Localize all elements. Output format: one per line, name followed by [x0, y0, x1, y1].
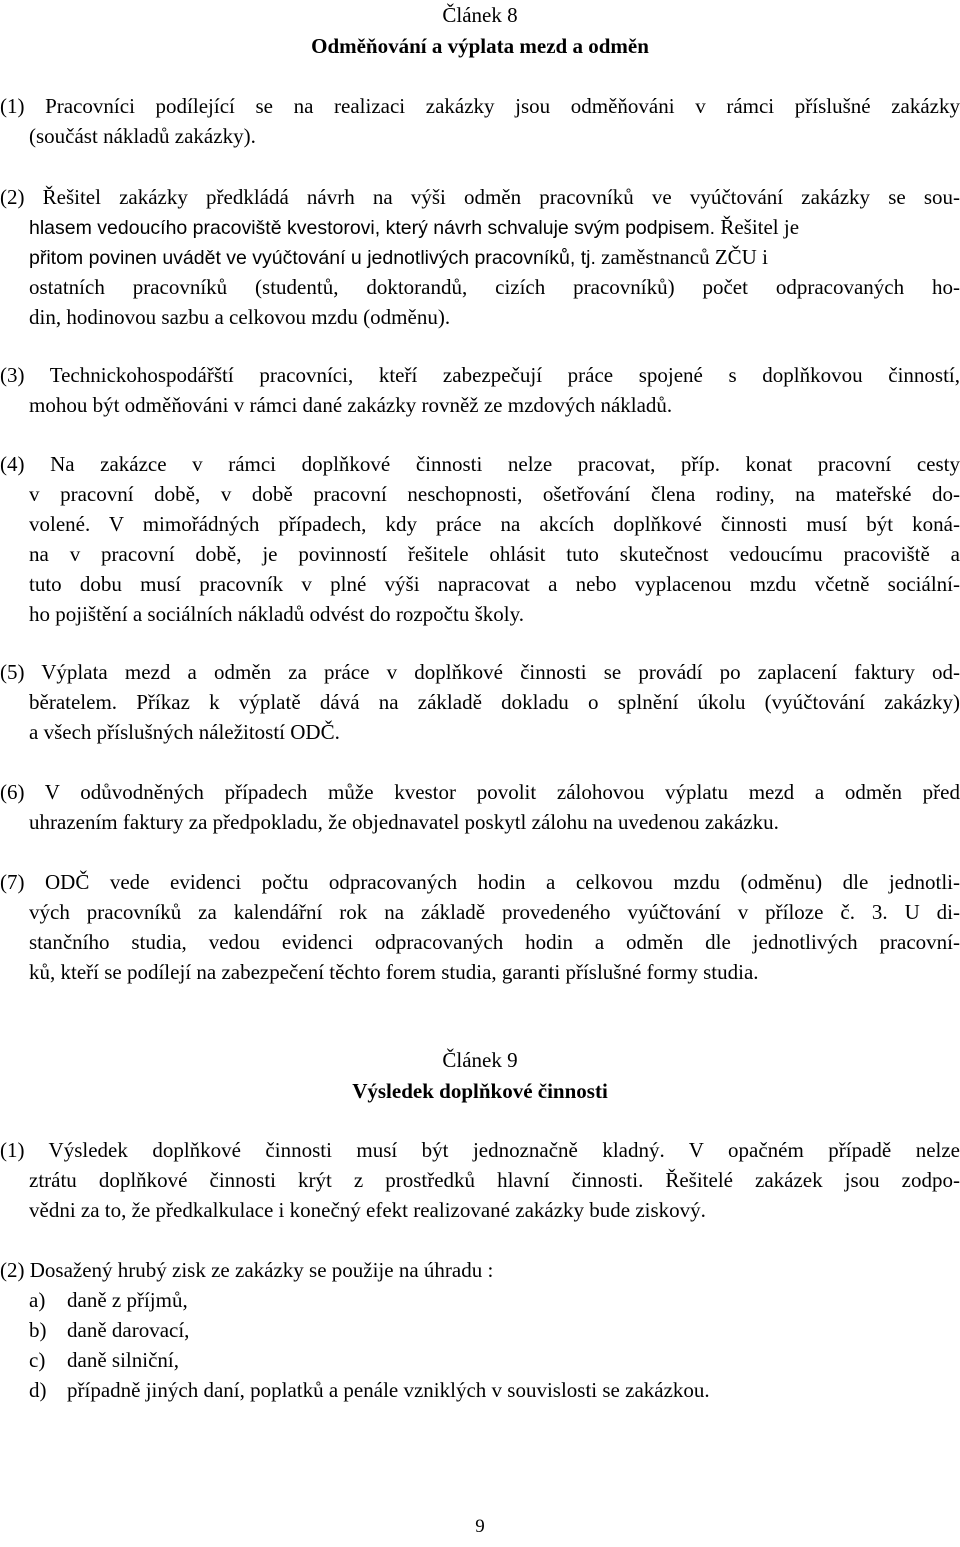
text-line: (2) Řešitel zakázky předkládá návrh na výši odměn pracovníků ve vyúčtování zakázky se sou- — [0, 185, 960, 209]
text-line: v pracovní době, v době pracovní neschopnosti, ošetřování člena rodiny, na mateřské do- — [29, 482, 960, 507]
text-line: (3) Technickohospodářští pracovníci, kteří zabezpečují práce spojené s doplňkovou činností, — [0, 363, 960, 387]
text-line: (6) V odůvodněných případech může kvestor povolit zálohovou výplatu mezd a odměn před — [0, 780, 960, 804]
text-line: (1) Pracovníci podílející se na realizaci zakázky jsou odměňováni v rámci příslušné zakázky — [0, 94, 960, 118]
text-line: (5) Výplata mezd a odměn za práce v doplňkové činnosti se provádí po zaplacení faktury od- — [0, 660, 960, 684]
article-8-paragraph-1 — [0, 91, 960, 151]
article-8-paragraph-3 — [0, 360, 960, 420]
text-line: (2) Dosažený hrubý zisk ze zakázky se použije na úhradu : — [0, 1258, 494, 1282]
text-segment: hlasem vedoucího pracoviště kvestorovi, který návrh schvaluje svým podpisem. — [29, 217, 716, 240]
text-line: (4) Na zakázce v rámci doplňkové činnosti nelze pracovat, příp. konat pracovní cesty — [0, 452, 960, 476]
text-line: stančního studia, vedou evidenci odpracovaných hodin a odměn dle jednotlivých pracovní- — [29, 930, 960, 955]
list-marker: c) — [29, 1348, 46, 1372]
text-line: mohou být odměňováni v rámci dané zakázky rovněž ze mzdových nákladů. — [29, 393, 673, 418]
text-line: volené. V mimořádných případech, kdy práce na akcích doplňkové činnosti musí být koná- — [29, 512, 960, 537]
article-9-paragraph-2-intro — [0, 1255, 960, 1285]
text-line: din, hodinovou sazbu a celkovou mzdu (odměnu). — [29, 305, 451, 330]
text-segment: přitom povinen uvádět ve vyúčtování u jednotlivých pracovníků, tj. — [29, 247, 596, 270]
text-line: na v pracovní době, je povinností řešitele ohlásit tuto skutečnost vedoucímu pracoviště a — [29, 542, 960, 567]
text-segment: Řešitel je — [715, 215, 800, 240]
page-number: 9 — [475, 1516, 485, 1537]
text-line: ostatních pracovníků (studentů, doktorandů, cizích pracovníků) počet odpracovaných ho- — [29, 275, 960, 300]
text-line: ztrátu doplňkové činnosti krýt z prostředků hlavní činnosti. Řešitelé zakázek jsou zodpo- — [29, 1168, 960, 1193]
list-item-text: daně darovací, — [67, 1318, 190, 1342]
article-8-number: Článek 8 — [442, 3, 518, 27]
text-segment: zaměstnanců ZČU i — [595, 245, 768, 270]
list-item — [0, 1285, 188, 1315]
list-item-text: daně silniční, — [67, 1348, 179, 1372]
text-line: (1) Výsledek doplňkové činnosti musí být jednoznačně kladný. V opačném případě nelze — [0, 1138, 960, 1162]
text-line — [0, 212, 960, 242]
list-item-text: případně jiných daní, poplatků a penále vzniklých v souvislosti se zakázkou. — [67, 1378, 710, 1402]
text-line: (součást nákladů zakázky). — [29, 124, 256, 149]
list-item — [0, 1345, 179, 1375]
text-line: vědni za to, že předkalkulace i konečný efekt realizované zakázky bude ziskový. — [29, 1198, 706, 1223]
article-8-paragraph-6 — [0, 777, 960, 837]
list-marker: a) — [29, 1288, 46, 1312]
text-line: běratelem. Příkaz k výplatě dává na základě dokladu o splnění úkolu (vyúčtování zakázky) — [29, 690, 960, 715]
text-line: uhrazením faktury za předpokladu, že objednavatel poskytl zálohu na uvedenou zakázku. — [29, 810, 779, 835]
list-marker: d) — [29, 1378, 47, 1402]
text-line: a všech příslušných náležitostí ODČ. — [29, 720, 340, 745]
text-line: ků, kteří se podílejí na zabezpečení těchto forem studia, garanti příslušné formy studia. — [29, 960, 759, 985]
text-line: ho pojištění a sociálních nákladů odvést do rozpočtu školy. — [29, 602, 524, 627]
article-9-number: Článek 9 — [442, 1048, 518, 1072]
text-line: tuto dobu musí pracovník v plné výši napracovat a nebo vyplacenou mzdu včetně sociální- — [29, 572, 960, 597]
article-9-paragraph-1 — [0, 1135, 960, 1225]
article-8-paragraph-4 — [0, 449, 960, 630]
text-line: vých pracovníků za kalendářní rok na základě provedeného vyúčtování v příloze č. 3. U di- — [29, 900, 960, 925]
list-marker: b) — [29, 1318, 47, 1342]
article-8-paragraph-7 — [0, 867, 960, 987]
article-8-title: Odměňování a výplata mezd a odměn — [311, 34, 649, 58]
list-item-text: daně z příjmů, — [67, 1288, 188, 1312]
article-8-paragraph-5 — [0, 657, 960, 747]
text-line — [0, 242, 960, 272]
article-8-paragraph-2 — [0, 182, 960, 332]
article-9-title: Výsledek doplňkové činnosti — [352, 1079, 608, 1103]
text-line: (7) ODČ vede evidenci počtu odpracovaných hodin a celkovou mzdu (odměnu) dle jednotli- — [0, 870, 960, 894]
list-item — [0, 1315, 189, 1345]
list-item — [0, 1375, 710, 1405]
